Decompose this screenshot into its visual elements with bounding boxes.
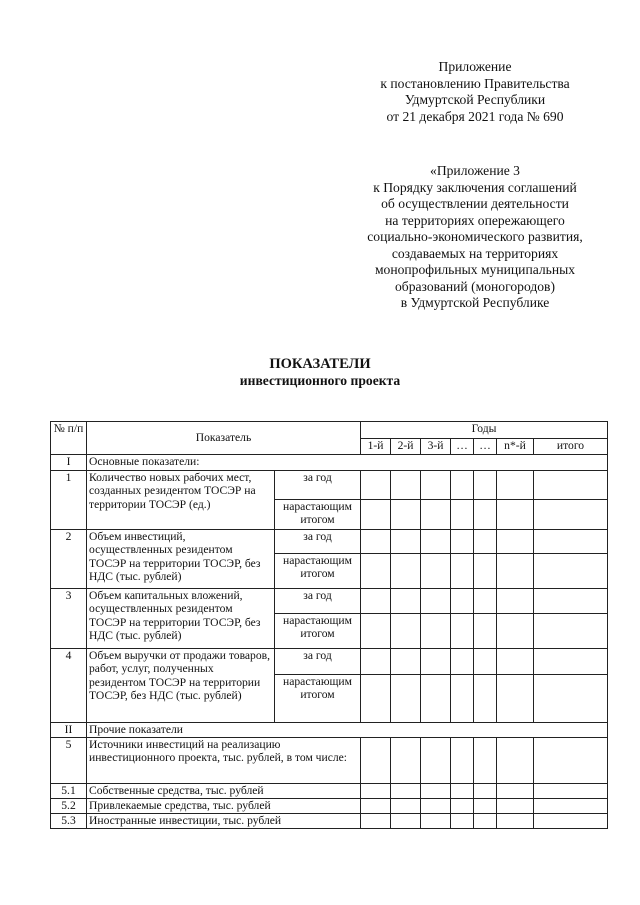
table-row — [51, 784, 608, 799]
appendix-reference — [330, 59, 620, 125]
row-num: 2 — [51, 530, 87, 589]
sub-label-per-year: за год — [275, 649, 361, 675]
sub-label-cumulative: нарастающим итогом — [275, 554, 361, 589]
row-num: 1 — [51, 471, 87, 530]
header-year-col: 2-й — [391, 439, 421, 455]
section-row — [51, 455, 608, 471]
header-year-col: 1-й — [361, 439, 391, 455]
table-row — [51, 814, 608, 829]
section-num: I — [51, 455, 87, 471]
table-row — [51, 530, 608, 554]
appendix3-line: об осуществлении деятельности — [381, 196, 569, 211]
header-year-col: n*-й — [497, 439, 534, 455]
appendix3-line: к Порядку заключения соглашений — [373, 179, 577, 195]
appendix3-line: создаваемых на территориях — [391, 245, 559, 261]
appendix3-line: «Приложение 3 — [430, 163, 520, 178]
table-row — [51, 471, 608, 500]
row-num: 5.1 — [51, 784, 87, 799]
row-num: 5 — [51, 738, 87, 784]
header-year-col: … — [474, 439, 497, 455]
row-label: Объем выручки от продажи товаров, работ, услуг, полученных резидентом ТОСЭР на территории ТОСЭР, без НДС (тыс. рублей) — [87, 649, 275, 723]
sub-label-cumulative: нарастающим итогом — [275, 675, 361, 723]
appendix3-line: монопрофильных муниципальных — [374, 262, 576, 277]
sub-label-cumulative: нарастающим итогом — [275, 614, 361, 649]
header-years: Годы — [361, 422, 608, 439]
appendix3-line: социально-экономического развития, — [367, 229, 583, 244]
sub-label-per-year: за год — [275, 589, 361, 614]
row-label: Привлекаемые средства, тыс. рублей — [87, 799, 361, 814]
row-label: Источники инвестиций на реализацию инвестиционного проекта, тыс. рублей, в том числе: — [87, 738, 361, 784]
appendix3-line: на территориях опережающего — [385, 212, 565, 228]
appendix-line: к постановлению Правительства — [380, 75, 570, 91]
appendix-line: Удмуртской Республики — [404, 92, 546, 107]
row-label: Собственные средства, тыс. рублей — [87, 784, 361, 799]
header-year-col: 3-й — [421, 439, 451, 455]
row-label: Объем инвестиций, осуществленных резидентом ТОСЭР на территории ТОСЭР, без НДС (тыс. рублей) — [87, 530, 275, 589]
sub-label-cumulative: нарастающим итогом — [275, 500, 361, 530]
row-num: 5.2 — [51, 799, 87, 814]
indicators-table — [50, 421, 608, 829]
header-year-col: итого — [534, 439, 608, 455]
title-sub: инвестиционного проекта — [239, 373, 401, 388]
table-row — [51, 649, 608, 675]
header-indicator: Показатель — [87, 422, 361, 455]
row-num: 3 — [51, 589, 87, 649]
sub-label-per-year: за год — [275, 471, 361, 500]
section-num: II — [51, 723, 87, 738]
header-year-col: … — [451, 439, 474, 455]
row-num: 5.3 — [51, 814, 87, 829]
row-num: 4 — [51, 649, 87, 723]
title-main: ПОКАЗАТЕЛИ — [269, 356, 371, 372]
section-label: Основные показатели: — [87, 455, 608, 471]
appendix-line: Приложение — [438, 59, 512, 74]
document-title — [0, 356, 640, 389]
sub-label-per-year: за год — [275, 530, 361, 554]
section-row — [51, 723, 608, 738]
appendix3-reference — [330, 163, 620, 312]
section-label: Прочие показатели — [87, 723, 608, 738]
row-label: Иностранные инвестиции, тыс. рублей — [87, 814, 361, 829]
row-label: Количество новых рабочих мест, созданных резидентом ТОСЭР на территории ТОСЭР (ед.) — [87, 471, 275, 530]
table-row — [51, 738, 608, 784]
table-row — [51, 589, 608, 614]
appendix-line: от 21 декабря 2021 года № 690 — [386, 108, 564, 124]
row-label: Объем капитальных вложений, осуществленных резидентом ТОСЭР на территории ТОСЭР, без НДС (тыс. рублей) — [87, 589, 275, 649]
appendix3-line: в Удмуртской Республике — [400, 295, 550, 310]
appendix3-line: образований (моногородов) — [394, 278, 556, 294]
header-num: № п/п — [51, 422, 87, 455]
table-row — [51, 799, 608, 814]
